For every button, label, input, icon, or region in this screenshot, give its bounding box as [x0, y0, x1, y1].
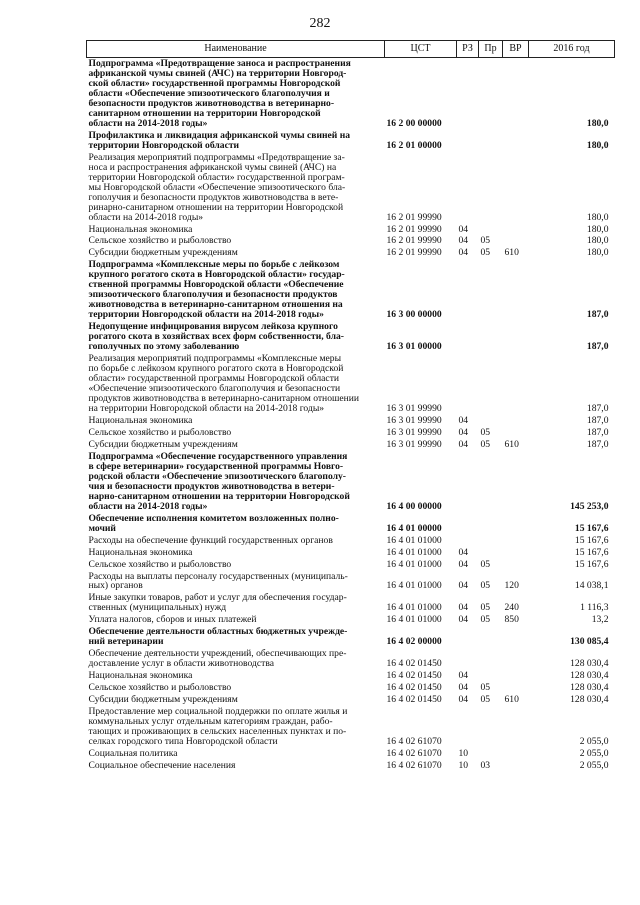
row-amount: 180,0: [586, 117, 609, 129]
row-pr: [479, 58, 503, 130]
row-name: [87, 259, 385, 321]
row-rz: 04: [458, 438, 469, 450]
row-pr: [479, 321, 503, 353]
row-name: [87, 706, 385, 748]
table-row: [87, 682, 615, 694]
row-name-text: Подпрограмма «Комплексные меры по борьбе с лейкозом крупного рогатого скота в Новгородской области» государ- ственной программы Новгородской области «Обеспечение эпизоотического благополучия и безопасности продуктов животноводства в ветеринарно-санитарном отношения на территории Новгородской области на 2014-2018 годы»: [88, 259, 345, 321]
row-vr: 610: [504, 247, 519, 259]
row-name: [87, 760, 385, 772]
row-cst: 16 3 01 99990: [386, 438, 442, 450]
row-pr: [479, 130, 503, 152]
row-cst: 16 2 01 99990: [386, 235, 442, 247]
row-rz: 10: [458, 748, 469, 759]
table-row: [87, 559, 615, 571]
row-vr: [503, 513, 529, 535]
row-cst: 16 4 02 00000: [386, 636, 442, 648]
row-pr: [479, 224, 503, 236]
row-pr: [479, 353, 503, 415]
row-pr: [479, 513, 503, 535]
row-vr: 850: [504, 614, 519, 626]
row-amount: 187,0: [586, 309, 609, 321]
row-name-text: Сельское хозяйство и рыболовство: [88, 426, 232, 438]
row-name: [87, 130, 385, 152]
row-name-text: Социальная политика: [88, 748, 178, 759]
row-pr: 05: [480, 438, 491, 450]
row-rz: 04: [458, 235, 469, 247]
row-vr: [503, 224, 529, 236]
table-row: [87, 748, 615, 760]
row-rz: 10: [458, 759, 469, 771]
row-name: [87, 415, 385, 427]
row-cst: 16 4 01 01000: [386, 546, 442, 558]
row-cst: 16 2 00 00000: [386, 117, 442, 129]
row-pr: 03: [480, 759, 491, 771]
row-rz: [457, 130, 479, 152]
row-name: [87, 353, 385, 415]
row-name-text: Иные закупки товаров, работ и услуг для обеспечения государ- ственных (муниципальных) нужд: [88, 592, 347, 614]
table-row: [87, 535, 615, 547]
row-name: [87, 614, 385, 626]
row-name-text: Сельское хозяйство и рыболовство: [88, 235, 232, 247]
row-rz: [457, 259, 479, 321]
header-name: Наименование: [87, 41, 385, 58]
row-pr: [479, 706, 503, 748]
row-cst: 16 3 01 99990: [386, 426, 442, 438]
table-row: [87, 670, 615, 682]
row-vr: [503, 670, 529, 682]
row-name-text: Сельское хозяйство и рыболовство: [88, 558, 232, 570]
row-amount: 187,0: [586, 341, 609, 353]
header-vr: ВР: [503, 41, 529, 58]
row-name-text: Субсидии бюджетным учреждениям: [88, 438, 238, 450]
row-amount: 15 167,6: [574, 558, 609, 570]
row-name: [87, 439, 385, 451]
row-amount: 130 085,4: [570, 636, 609, 648]
table-row: [87, 152, 615, 224]
row-amount: 145 253,0: [570, 500, 609, 512]
header-pr: Пр: [479, 41, 503, 58]
row-name-text: Недопущение инфицирования вирусом лейкоза крупного рогатого скота в хозяйствах всех форм собственности, бла- гополучных по этому заболеванию: [88, 321, 344, 353]
row-amount: 15 167,6: [574, 534, 609, 546]
row-vr: [503, 58, 529, 130]
row-pr: 05: [480, 426, 491, 438]
row-name: [87, 648, 385, 670]
row-name-text: Профилактика и ликвидация африканской чумы свиней на территории Новгородской области: [88, 129, 351, 151]
row-vr: [503, 760, 529, 772]
row-name-text: Реализация мероприятий подпрограммы «Предотвращение за- носа и распространения африканской чумы свиней (АЧС) на территории Новгородской области» государственной програм- мы Новгородской области «Обеспечение эпизоотического бла- гополучия и безопасности продуктов животноводства в вете- ринарно-санитарном отношении на территории Новгородской области на 2014-2018 годы»: [88, 151, 346, 223]
table-row: [87, 760, 615, 772]
row-vr: [503, 547, 529, 559]
table-header: [87, 41, 615, 58]
table-row: [87, 224, 615, 236]
table-row: [87, 614, 615, 626]
row-cst: 16 3 01 00000: [386, 341, 442, 353]
row-pr: [479, 547, 503, 559]
table-row: [87, 235, 615, 247]
row-rz: 04: [458, 426, 469, 438]
row-amount: 180,0: [586, 139, 609, 151]
row-name-text: Подпрограмма «Обеспечение государственного управления в сфере ветеринарии» государственной программы Новго- родской области «Обеспечение эпизоотического благополу- чия и безопасности продуктов животноводства в ветери- нарно-санитарном отношении на территории Новгородской области на 2014-2018 годы»: [88, 450, 350, 512]
table-row: [87, 415, 615, 427]
row-name-text: Расходы на выплаты персоналу государственных (муниципаль- ных) органов: [88, 570, 348, 592]
row-pr: 05: [480, 247, 491, 259]
row-cst: 16 3 00 00000: [386, 309, 442, 321]
row-name-text: Обеспечение деятельности областных бюджетных учрежде- ний ветеринарии: [88, 626, 348, 648]
row-name: [87, 559, 385, 571]
row-name: [87, 321, 385, 353]
row-rz: 04: [458, 694, 469, 706]
row-rz: [457, 451, 479, 513]
header-rz: РЗ: [457, 41, 479, 58]
table-row: [87, 706, 615, 748]
row-rz: [457, 321, 479, 353]
row-cst: 16 4 02 01450: [386, 682, 442, 694]
row-cst: 16 4 02 61070: [386, 736, 442, 748]
row-rz: [457, 58, 479, 130]
row-vr: [503, 259, 529, 321]
row-cst: 16 3 01 99990: [386, 402, 442, 414]
row-cst: 16 4 01 01000: [386, 534, 442, 546]
row-name: [87, 535, 385, 547]
row-cst: 16 4 02 61070: [386, 748, 442, 759]
row-cst: 16 4 02 01450: [386, 694, 442, 706]
row-pr: 05: [480, 558, 491, 570]
row-rz: 04: [458, 614, 469, 626]
row-amount: 180,0: [586, 211, 609, 223]
row-amount: 15 167,6: [574, 522, 609, 534]
row-name: [87, 58, 385, 130]
row-rz: [457, 535, 479, 547]
table-row: [87, 513, 615, 535]
row-cst: 16 2 01 99990: [386, 247, 442, 259]
row-pr: [479, 748, 503, 760]
table-row: [87, 451, 615, 513]
row-vr: [503, 559, 529, 571]
row-name-text: Подпрограмма «Предотвращение заноса и распространения африканской чумы свиней (АЧС) на территории Новгород- ской области» государственной программы Новгородской области «Обеспечение эпизоотического благополучия и безопасности продуктов животноводства в ветеринарно- санитарном отношении на территории Новгородской области на 2014-2018 годы»: [88, 58, 351, 129]
table-row: [87, 547, 615, 559]
row-rz: 04: [458, 682, 469, 694]
row-name: [87, 224, 385, 236]
row-amount: 1 116,3: [580, 602, 609, 614]
page-number: 282: [309, 16, 331, 31]
table-row: [87, 694, 615, 706]
table-row: [87, 247, 615, 259]
row-vr: [503, 321, 529, 353]
row-pr: 05: [480, 682, 491, 694]
table-row: [87, 321, 615, 353]
row-amount: 128 030,4: [570, 682, 609, 694]
row-pr: [479, 451, 503, 513]
row-name: [87, 694, 385, 706]
row-rz: [457, 353, 479, 415]
row-pr: [479, 648, 503, 670]
row-vr: [503, 648, 529, 670]
row-vr: [503, 353, 529, 415]
row-rz: 04: [458, 558, 469, 570]
row-pr: [479, 535, 503, 547]
row-cst: 16 2 01 99990: [386, 223, 442, 235]
row-amount: 128 030,4: [570, 658, 609, 670]
row-amount: 14 038,1: [574, 580, 609, 592]
row-amount: 180,0: [586, 235, 609, 247]
row-vr: 610: [504, 694, 519, 706]
row-cst: 16 4 02 01450: [386, 670, 442, 682]
row-amount: 13,2: [591, 614, 609, 626]
row-name-text: Обеспечение деятельности учреждений, обеспечивающих пре- доставление услуг в области животноводства: [88, 648, 347, 670]
row-name: [87, 670, 385, 682]
row-cst: 16 4 01 01000: [386, 602, 442, 614]
row-name: [87, 235, 385, 247]
row-amount: 187,0: [586, 438, 609, 450]
row-vr: 120: [504, 580, 519, 592]
row-rz: [457, 152, 479, 224]
row-name-text: Уплата налогов, сборов и иных платежей: [88, 614, 257, 626]
row-amount: 187,0: [586, 402, 609, 414]
row-pr: [479, 259, 503, 321]
header-cst: ЦСТ: [385, 41, 457, 58]
row-pr: 05: [480, 614, 491, 626]
row-cst: 16 2 01 99990: [386, 211, 442, 223]
row-pr: [479, 152, 503, 224]
row-rz: 04: [458, 223, 469, 235]
row-name: [87, 748, 385, 760]
row-cst: 16 2 01 00000: [386, 139, 442, 151]
table-body: [87, 58, 615, 772]
row-name: [87, 427, 385, 439]
row-pr: [479, 626, 503, 648]
row-amount: 180,0: [586, 247, 609, 259]
row-vr: [503, 235, 529, 247]
row-name: [87, 682, 385, 694]
row-amount: 15 167,6: [574, 546, 609, 558]
row-name: [87, 547, 385, 559]
row-pr: 05: [480, 602, 491, 614]
table-row: [87, 427, 615, 439]
row-vr: [503, 415, 529, 427]
row-name: [87, 626, 385, 648]
row-pr: 05: [480, 694, 491, 706]
table-row: [87, 130, 615, 152]
row-amount: 2 055,0: [579, 759, 609, 771]
row-name-text: Реализация мероприятий подпрограммы «Комплексные меры по борьбе с лейкозом крупного рогатого скота в Новгородской области» государственной программы Новгородской области «Обеспечение эпизоотического благополучия и безопасности продуктов животноводства в ветеринарно-санитарном отношении на территории Новгородской области на 2014-2018 годы»: [88, 353, 360, 414]
row-cst: 16 4 00 00000: [386, 500, 442, 512]
row-cst: 16 4 01 01000: [386, 558, 442, 570]
row-pr: [479, 415, 503, 427]
table-row: [87, 259, 615, 321]
row-name-text: Обеспечение исполнения комитетом возложенных полно- мочий: [88, 512, 339, 534]
row-vr: [503, 706, 529, 748]
header-year: 2016 год: [529, 41, 615, 58]
row-name: [87, 152, 385, 224]
table-row: [87, 648, 615, 670]
row-amount: 128 030,4: [570, 694, 609, 706]
table-row: [87, 439, 615, 451]
row-amount: 187,0: [586, 414, 609, 426]
row-vr: [503, 535, 529, 547]
row-rz: 04: [458, 247, 469, 259]
row-name-text: Субсидии бюджетным учреждениям: [88, 694, 238, 706]
row-vr: [503, 130, 529, 152]
row-name: [87, 571, 385, 593]
row-vr: [503, 451, 529, 513]
row-vr: [503, 152, 529, 224]
row-amount: 187,0: [586, 426, 609, 438]
row-name: [87, 247, 385, 259]
row-rz: [457, 626, 479, 648]
row-vr: [503, 427, 529, 439]
row-vr: [503, 748, 529, 760]
row-name-text: Субсидии бюджетным учреждениям: [88, 247, 238, 259]
row-pr: 05: [480, 235, 491, 247]
row-name-text: Национальная экономика: [88, 414, 193, 426]
row-rz: 04: [458, 602, 469, 614]
row-cst: 16 4 02 61070: [386, 759, 442, 771]
row-rz: 04: [458, 414, 469, 426]
row-rz: 04: [458, 580, 469, 592]
row-rz: [457, 706, 479, 748]
row-name-text: Сельское хозяйство и рыболовство: [88, 682, 232, 694]
row-vr: [503, 626, 529, 648]
row-pr: [479, 670, 503, 682]
row-name: [87, 513, 385, 535]
table-row: [87, 571, 615, 593]
row-pr: 05: [480, 580, 491, 592]
row-rz: [457, 648, 479, 670]
row-name-text: Национальная экономика: [88, 546, 193, 558]
table-row: [87, 626, 615, 648]
table-row: [87, 58, 615, 130]
row-amount: 128 030,4: [570, 670, 609, 682]
row-vr: [503, 682, 529, 694]
row-rz: 04: [458, 670, 469, 682]
row-cst: 16 4 01 01000: [386, 580, 442, 592]
row-rz: 04: [458, 546, 469, 558]
row-amount: 180,0: [586, 223, 609, 235]
table-row: [87, 592, 615, 614]
row-name-text: Расходы на обеспечение функций государственных органов: [88, 534, 333, 546]
row-cst: 16 4 01 01000: [386, 614, 442, 626]
row-cst: 16 4 01 00000: [386, 522, 442, 534]
row-amount: 2 055,0: [579, 748, 609, 759]
row-cst: 16 3 01 99990: [386, 414, 442, 426]
row-name: [87, 451, 385, 513]
budget-table: [86, 40, 615, 772]
row-amount: 2 055,0: [579, 736, 609, 748]
row-name: [87, 592, 385, 614]
row-name-text: Национальная экономика: [88, 670, 193, 682]
row-name-text: Социальное обеспечение населения: [88, 759, 236, 771]
row-cst: 16 4 02 01450: [386, 658, 442, 670]
row-name-text: Национальная экономика: [88, 223, 193, 235]
table-row: [87, 353, 615, 415]
row-vr: 610: [504, 438, 519, 450]
row-name-text: Предоставление мер социальной поддержки по оплате жилья и коммунальных услуг отдельным категориям граждан, рабо- тающих и проживающих в сельских населенных пунктах и по- селках городского типа Новгородской области: [88, 706, 348, 748]
row-vr: 240: [504, 602, 519, 614]
row-rz: [457, 513, 479, 535]
